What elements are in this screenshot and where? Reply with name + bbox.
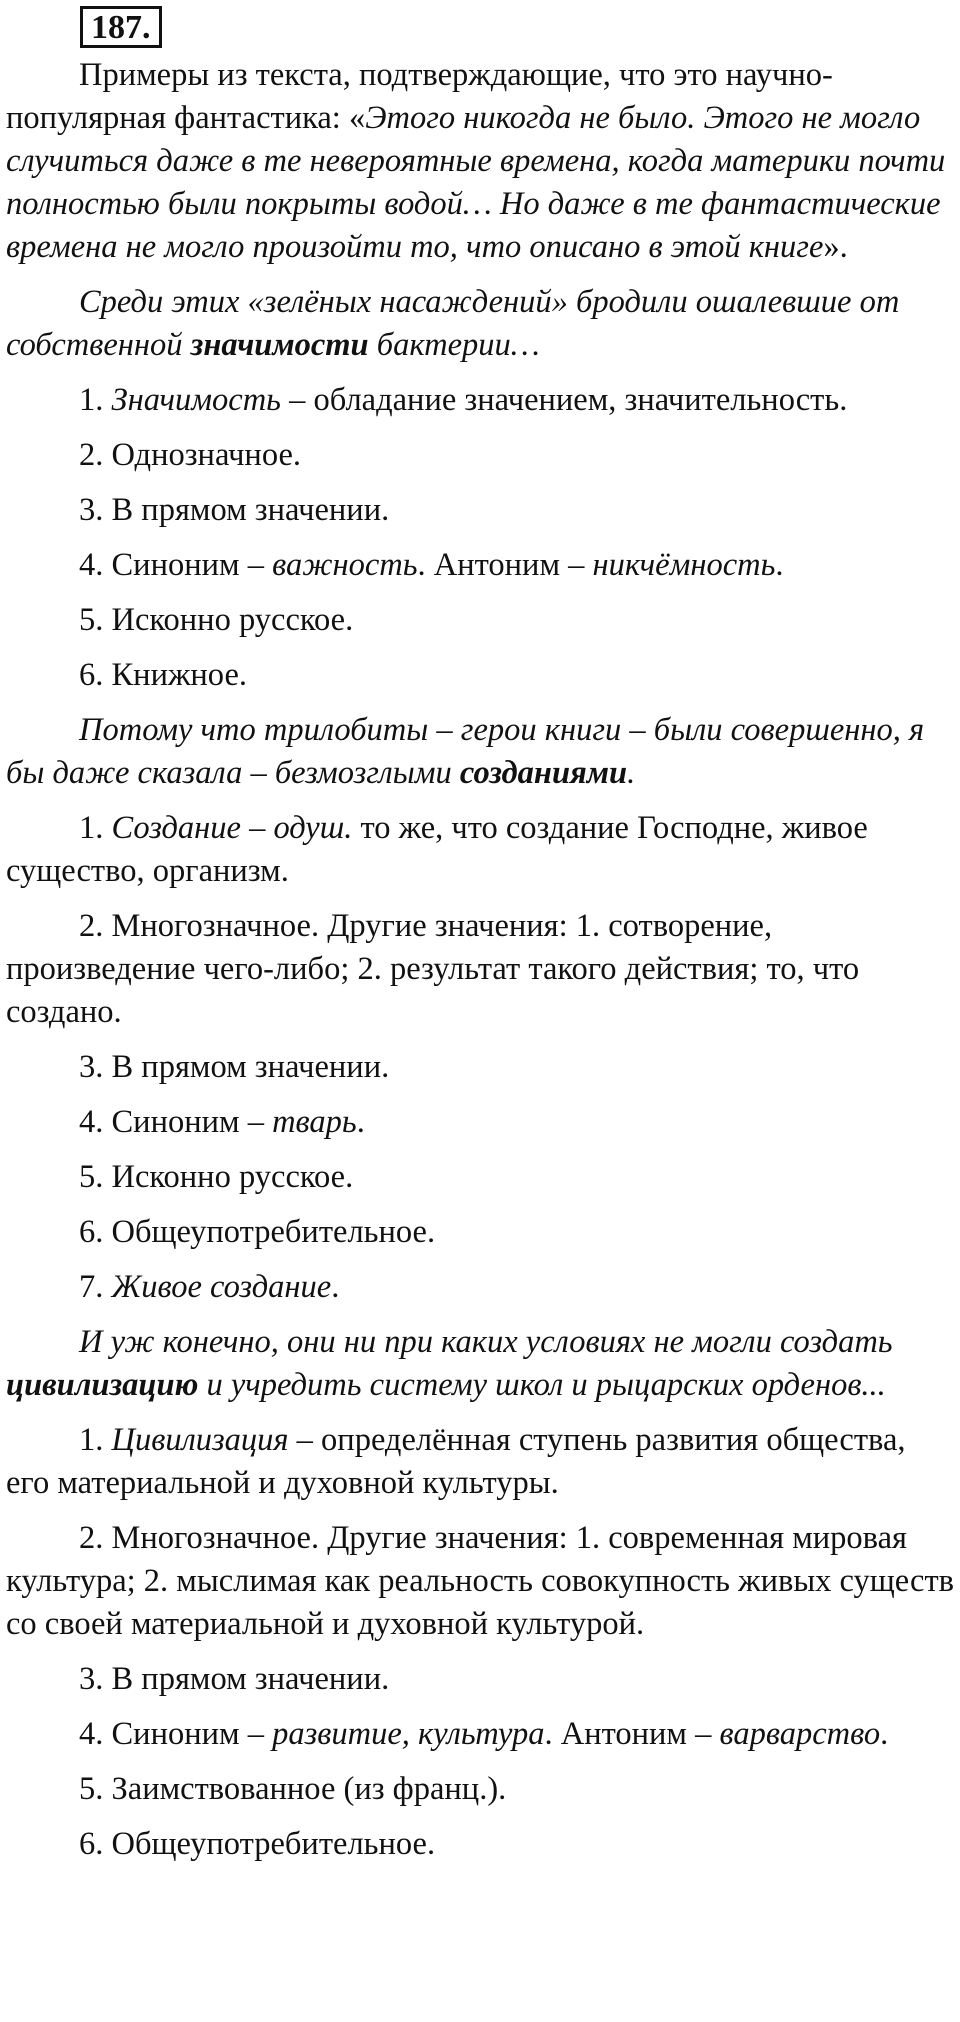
exercise-number: 187. <box>80 6 162 48</box>
intro-text: Примеры из текста, подтверждающие, что это научно-популярная фантастика: « <box>6 57 833 136</box>
intro-paragraph <box>6 54 956 269</box>
key-word-3: цивилизацию <box>6 1367 199 1403</box>
intro-end: ». <box>823 229 848 265</box>
list-item: 2. Однозначное. <box>79 437 302 473</box>
term: Цивилизация <box>111 1422 289 1458</box>
key-word-1: значимости <box>190 327 369 363</box>
list-item: 1. Создание – одуш. то же, что создание Господне, живое существо, организм. <box>6 810 868 889</box>
list-item: 2. Многозначное. Другие значения: 1. сотворение, произведение чего-либо; 2. результат такого действия; то, что создано. <box>6 908 860 1030</box>
list-item: 2. Многозначное. Другие значения: 1. современная мировая культура; 2. мыслимая как реальность совокупность живых существ со своей материальной и духовной культурой. <box>6 1520 955 1642</box>
list-item: 4. Синоним – важность. Антоним – никчёмность. <box>79 547 784 583</box>
list-item: 3. В прямом значении. <box>79 1049 390 1085</box>
quote-paragraph-3: И уж конечно, они ни при каких условиях не могли создать цивилизацию и учредить систему школ и рыцарских орденов... <box>6 1324 893 1403</box>
quote-paragraph-2: Потому что трилобиты – герои книги – были совершенно, я бы даже сказала – безмозглыми созданиями. <box>6 712 925 791</box>
list-item: 5. Исконно русское. <box>79 602 354 638</box>
list-item: 3. В прямом значении. <box>79 1661 390 1697</box>
list-item: 3. В прямом значении. <box>79 492 390 528</box>
intro-quote: Этого никогда не было. Этого не могло случиться даже в те невероятные времена, когда материки почти полностью были покрыты водой… Но даже в те фантастические времена не могло произойти то, что описано в этой книге <box>6 100 946 265</box>
key-word-2: созданиями <box>459 755 628 791</box>
list-item: 6. Общеупотребительное. <box>79 1214 436 1250</box>
term: Значимость <box>111 382 281 418</box>
list-item: 4. Синоним – развитие, культура. Антоним – варварство. <box>79 1716 889 1752</box>
list-item: 6. Общеупотребительное. <box>79 1826 436 1862</box>
list-item: 4. Синоним – тварь. <box>79 1104 365 1140</box>
term: Создание – одуш. <box>111 810 353 846</box>
list-item: 5. Заимствованное (из франц.). <box>79 1771 507 1807</box>
list-item: 5. Исконно русское. <box>79 1159 354 1195</box>
list-item: 1. Цивилизация – определённая ступень развития общества, его материальной и духовной культуры. <box>6 1422 906 1501</box>
document-page <box>6 0 956 1878</box>
list-item: 6. Книжное. <box>79 657 248 693</box>
list-item: 7. Живое создание. <box>79 1269 340 1305</box>
list-item: 1. Значимость – обладание значением, значительность. <box>79 382 848 418</box>
quote-paragraph-1: Среди этих «зелёных насаждений» бродили ошалевшие от собственной значимости бактерии… <box>6 284 900 363</box>
